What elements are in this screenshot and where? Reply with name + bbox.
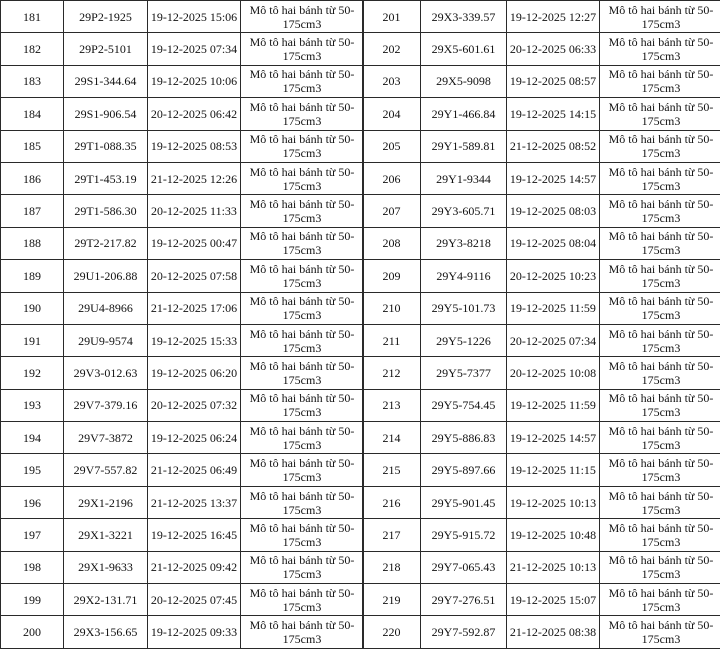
violation-time: 19-12-2025 10:06 xyxy=(148,65,241,97)
table-row xyxy=(1,486,364,518)
license-plate: 29S1-906.54 xyxy=(64,98,148,130)
violation-time: 19-12-2025 08:53 xyxy=(148,130,241,162)
table-row xyxy=(363,486,720,518)
violation-time: 21-12-2025 13:37 xyxy=(148,486,241,518)
violation-time: 19-12-2025 09:33 xyxy=(148,616,241,649)
row-number: 202 xyxy=(363,33,421,65)
row-number: 191 xyxy=(1,324,64,356)
row-number: 188 xyxy=(1,227,64,259)
row-number: 220 xyxy=(363,616,421,649)
table-row xyxy=(1,1,364,33)
vehicle-type: Mô tô hai bánh từ 50-175cm3 xyxy=(241,486,364,518)
license-plate: 29Y1-9344 xyxy=(421,162,507,194)
license-plate: 29Y7-276.51 xyxy=(421,584,507,616)
table-row xyxy=(1,454,364,486)
violation-time: 20-12-2025 10:08 xyxy=(507,357,600,389)
table-row xyxy=(1,162,364,194)
violation-time: 19-12-2025 15:06 xyxy=(148,1,241,33)
violation-time: 19-12-2025 16:45 xyxy=(148,519,241,551)
license-plate: 29P2-5101 xyxy=(64,33,148,65)
license-plate: 29Y5-915.72 xyxy=(421,519,507,551)
table-row xyxy=(363,195,720,227)
violation-time: 19-12-2025 00:47 xyxy=(148,227,241,259)
license-plate: 29X1-9633 xyxy=(64,551,148,583)
violation-table-right xyxy=(362,0,720,649)
license-plate: 29Y5-1226 xyxy=(421,324,507,356)
license-plate: 29U9-9574 xyxy=(64,324,148,356)
license-plate: 29V7-3872 xyxy=(64,422,148,454)
row-number: 185 xyxy=(1,130,64,162)
vehicle-type: Mô tô hai bánh từ 50-175cm3 xyxy=(600,454,720,486)
vehicle-type: Mô tô hai bánh từ 50-175cm3 xyxy=(600,389,720,421)
violation-time: 21-12-2025 08:52 xyxy=(507,130,600,162)
violation-time: 20-12-2025 11:33 xyxy=(148,195,241,227)
license-plate: 29Y5-886.83 xyxy=(421,422,507,454)
violation-time: 20-12-2025 06:33 xyxy=(507,33,600,65)
license-plate: 29U4-8966 xyxy=(64,292,148,324)
license-plate: 29T1-453.19 xyxy=(64,162,148,194)
license-plate: 29V7-379.16 xyxy=(64,389,148,421)
table-row xyxy=(1,260,364,292)
table-row xyxy=(363,65,720,97)
table-row xyxy=(1,519,364,551)
table-row xyxy=(1,98,364,130)
row-number: 189 xyxy=(1,260,64,292)
license-plate: 29X1-3221 xyxy=(64,519,148,551)
license-plate: 29T1-586.30 xyxy=(64,195,148,227)
vehicle-type: Mô tô hai bánh từ 50-175cm3 xyxy=(241,260,364,292)
license-plate: 29V7-557.82 xyxy=(64,454,148,486)
violation-time: 19-12-2025 10:48 xyxy=(507,519,600,551)
row-number: 212 xyxy=(363,357,421,389)
violation-time: 19-12-2025 08:03 xyxy=(507,195,600,227)
license-plate: 29Y5-897.66 xyxy=(421,454,507,486)
table-row xyxy=(1,227,364,259)
license-plate: 29Y5-101.73 xyxy=(421,292,507,324)
table-row xyxy=(1,357,364,389)
license-plate: 29Y1-589.81 xyxy=(421,130,507,162)
vehicle-type: Mô tô hai bánh từ 50-175cm3 xyxy=(241,616,364,649)
license-plate: 29Y4-9116 xyxy=(421,260,507,292)
violation-time: 19-12-2025 15:33 xyxy=(148,324,241,356)
license-plate: 29Y5-901.45 xyxy=(421,486,507,518)
vehicle-type: Mô tô hai bánh từ 50-175cm3 xyxy=(241,422,364,454)
table-row xyxy=(363,389,720,421)
vehicle-type: Mô tô hai bánh từ 50-175cm3 xyxy=(241,195,364,227)
table-row xyxy=(363,551,720,583)
vehicle-type: Mô tô hai bánh từ 50-175cm3 xyxy=(600,130,720,162)
row-number: 199 xyxy=(1,584,64,616)
table-row xyxy=(363,616,720,649)
row-number: 186 xyxy=(1,162,64,194)
row-number: 192 xyxy=(1,357,64,389)
license-plate: 29Y3-8218 xyxy=(421,227,507,259)
violation-time: 19-12-2025 14:57 xyxy=(507,422,600,454)
vehicle-type: Mô tô hai bánh từ 50-175cm3 xyxy=(600,292,720,324)
violation-time: 21-12-2025 09:42 xyxy=(148,551,241,583)
row-number: 216 xyxy=(363,486,421,518)
vehicle-type: Mô tô hai bánh từ 50-175cm3 xyxy=(600,324,720,356)
license-plate: 29U1-206.88 xyxy=(64,260,148,292)
row-number: 211 xyxy=(363,324,421,356)
violation-time: 20-12-2025 10:23 xyxy=(507,260,600,292)
license-plate: 29X5-601.61 xyxy=(421,33,507,65)
vehicle-type: Mô tô hai bánh từ 50-175cm3 xyxy=(600,616,720,649)
row-number: 214 xyxy=(363,422,421,454)
violation-time: 21-12-2025 08:38 xyxy=(507,616,600,649)
vehicle-type: Mô tô hai bánh từ 50-175cm3 xyxy=(241,1,364,33)
row-number: 217 xyxy=(363,519,421,551)
vehicle-type: Mô tô hai bánh từ 50-175cm3 xyxy=(600,486,720,518)
vehicle-type: Mô tô hai bánh từ 50-175cm3 xyxy=(241,162,364,194)
table-row xyxy=(363,130,720,162)
violation-time: 19-12-2025 12:27 xyxy=(507,1,600,33)
table-row xyxy=(363,33,720,65)
table-row xyxy=(1,130,364,162)
vehicle-type: Mô tô hai bánh từ 50-175cm3 xyxy=(241,357,364,389)
row-number: 215 xyxy=(363,454,421,486)
row-number: 200 xyxy=(1,616,64,649)
table-row xyxy=(363,98,720,130)
row-number: 201 xyxy=(363,1,421,33)
license-plate: 29X1-2196 xyxy=(64,486,148,518)
row-number: 205 xyxy=(363,130,421,162)
table-row xyxy=(363,357,720,389)
vehicle-type: Mô tô hai bánh từ 50-175cm3 xyxy=(600,98,720,130)
table-row xyxy=(1,292,364,324)
license-plate: 29Y5-7377 xyxy=(421,357,507,389)
vehicle-type: Mô tô hai bánh từ 50-175cm3 xyxy=(241,519,364,551)
row-number: 219 xyxy=(363,584,421,616)
row-number: 181 xyxy=(1,1,64,33)
table-row xyxy=(363,260,720,292)
vehicle-type: Mô tô hai bánh từ 50-175cm3 xyxy=(241,324,364,356)
vehicle-type: Mô tô hai bánh từ 50-175cm3 xyxy=(241,98,364,130)
table-row xyxy=(1,422,364,454)
vehicle-type: Mô tô hai bánh từ 50-175cm3 xyxy=(600,1,720,33)
table-row xyxy=(1,33,364,65)
table-row xyxy=(363,584,720,616)
table-row xyxy=(363,162,720,194)
row-number: 210 xyxy=(363,292,421,324)
violation-time: 19-12-2025 07:34 xyxy=(148,33,241,65)
license-plate: 29X2-131.71 xyxy=(64,584,148,616)
row-number: 184 xyxy=(1,98,64,130)
license-plate: 29Y7-592.87 xyxy=(421,616,507,649)
violation-time: 19-12-2025 14:15 xyxy=(507,98,600,130)
table-row xyxy=(1,389,364,421)
table-row xyxy=(1,616,364,649)
vehicle-type: Mô tô hai bánh từ 50-175cm3 xyxy=(600,227,720,259)
row-number: 190 xyxy=(1,292,64,324)
vehicle-type: Mô tô hai bánh từ 50-175cm3 xyxy=(241,292,364,324)
row-number: 206 xyxy=(363,162,421,194)
violation-time: 19-12-2025 08:57 xyxy=(507,65,600,97)
table-row xyxy=(363,422,720,454)
row-number: 209 xyxy=(363,260,421,292)
table-row xyxy=(363,324,720,356)
vehicle-type: Mô tô hai bánh từ 50-175cm3 xyxy=(600,162,720,194)
row-number: 198 xyxy=(1,551,64,583)
violation-time: 20-12-2025 07:32 xyxy=(148,389,241,421)
license-plate: 29T2-217.82 xyxy=(64,227,148,259)
violation-time: 19-12-2025 11:59 xyxy=(507,292,600,324)
license-plate: 29V3-012.63 xyxy=(64,357,148,389)
row-number: 197 xyxy=(1,519,64,551)
vehicle-type: Mô tô hai bánh từ 50-175cm3 xyxy=(600,65,720,97)
violation-time: 19-12-2025 08:04 xyxy=(507,227,600,259)
row-number: 182 xyxy=(1,33,64,65)
table-row xyxy=(363,1,720,33)
vehicle-type: Mô tô hai bánh từ 50-175cm3 xyxy=(241,130,364,162)
table-row xyxy=(1,324,364,356)
table-row xyxy=(1,195,364,227)
row-number: 208 xyxy=(363,227,421,259)
table-row xyxy=(1,584,364,616)
row-number: 213 xyxy=(363,389,421,421)
vehicle-type: Mô tô hai bánh từ 50-175cm3 xyxy=(600,584,720,616)
violation-time: 21-12-2025 10:13 xyxy=(507,551,600,583)
violation-time: 20-12-2025 06:42 xyxy=(148,98,241,130)
license-plate: 29X3-156.65 xyxy=(64,616,148,649)
license-plate: 29Y5-754.45 xyxy=(421,389,507,421)
table-row xyxy=(363,454,720,486)
vehicle-type: Mô tô hai bánh từ 50-175cm3 xyxy=(241,227,364,259)
vehicle-type: Mô tô hai bánh từ 50-175cm3 xyxy=(241,551,364,583)
vehicle-type: Mô tô hai bánh từ 50-175cm3 xyxy=(600,422,720,454)
vehicle-type: Mô tô hai bánh từ 50-175cm3 xyxy=(600,551,720,583)
table-row xyxy=(1,551,364,583)
row-number: 203 xyxy=(363,65,421,97)
row-number: 187 xyxy=(1,195,64,227)
vehicle-type: Mô tô hai bánh từ 50-175cm3 xyxy=(600,357,720,389)
license-plate: 29Y1-466.84 xyxy=(421,98,507,130)
vehicle-type: Mô tô hai bánh từ 50-175cm3 xyxy=(600,260,720,292)
violation-time: 20-12-2025 07:58 xyxy=(148,260,241,292)
row-number: 204 xyxy=(363,98,421,130)
row-number: 183 xyxy=(1,65,64,97)
license-plate: 29S1-344.64 xyxy=(64,65,148,97)
violation-time: 20-12-2025 07:45 xyxy=(148,584,241,616)
license-plate: 29P2-1925 xyxy=(64,1,148,33)
violation-time: 19-12-2025 10:13 xyxy=(507,486,600,518)
table-row xyxy=(363,227,720,259)
row-number: 195 xyxy=(1,454,64,486)
license-plate: 29T1-088.35 xyxy=(64,130,148,162)
violation-time: 19-12-2025 06:20 xyxy=(148,357,241,389)
vehicle-type: Mô tô hai bánh từ 50-175cm3 xyxy=(600,33,720,65)
vehicle-type: Mô tô hai bánh từ 50-175cm3 xyxy=(600,195,720,227)
vehicle-type: Mô tô hai bánh từ 50-175cm3 xyxy=(241,454,364,486)
row-number: 194 xyxy=(1,422,64,454)
table-row xyxy=(1,65,364,97)
violation-time: 21-12-2025 12:26 xyxy=(148,162,241,194)
vehicle-type: Mô tô hai bánh từ 50-175cm3 xyxy=(241,389,364,421)
vehicle-type: Mô tô hai bánh từ 50-175cm3 xyxy=(241,584,364,616)
vehicle-type: Mô tô hai bánh từ 50-175cm3 xyxy=(600,519,720,551)
violation-time: 21-12-2025 17:06 xyxy=(148,292,241,324)
table-row xyxy=(363,292,720,324)
violation-time: 19-12-2025 11:15 xyxy=(507,454,600,486)
row-number: 196 xyxy=(1,486,64,518)
violation-time: 19-12-2025 15:07 xyxy=(507,584,600,616)
violation-time: 19-12-2025 11:59 xyxy=(507,389,600,421)
table-row xyxy=(363,519,720,551)
violation-time: 20-12-2025 07:34 xyxy=(507,324,600,356)
row-number: 207 xyxy=(363,195,421,227)
violation-time: 19-12-2025 06:24 xyxy=(148,422,241,454)
violation-time: 21-12-2025 06:49 xyxy=(148,454,241,486)
license-plate: 29Y3-605.71 xyxy=(421,195,507,227)
vehicle-type: Mô tô hai bánh từ 50-175cm3 xyxy=(241,33,364,65)
vehicle-type: Mô tô hai bánh từ 50-175cm3 xyxy=(241,65,364,97)
license-plate: 29Y7-065.43 xyxy=(421,551,507,583)
row-number: 218 xyxy=(363,551,421,583)
violation-time: 19-12-2025 14:57 xyxy=(507,162,600,194)
row-number: 193 xyxy=(1,389,64,421)
license-plate: 29X3-339.57 xyxy=(421,1,507,33)
license-plate: 29X5-9098 xyxy=(421,65,507,97)
